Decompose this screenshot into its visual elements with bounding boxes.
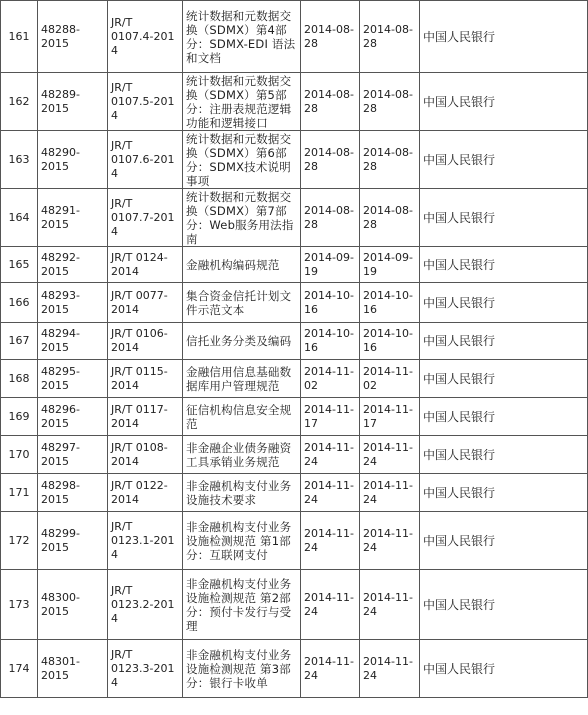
registration-number: 48294- 2015 <box>38 323 108 360</box>
standard-title: 非金融机构支付业务设施检测规范 第1部分：互联网支付 <box>183 512 301 570</box>
publish-date: 2014-08- 28 <box>301 1 360 73</box>
registration-number: 48297- 2015 <box>38 436 108 474</box>
standard-code: JR/T 0077- 2014 <box>108 283 183 323</box>
implementation-date: 2014-11- 17 <box>360 398 420 436</box>
row-number: 164 <box>1 189 38 247</box>
registration-number: 48293- 2015 <box>38 283 108 323</box>
publish-date: 2014-10- 16 <box>301 323 360 360</box>
standard-code: JR/T 0107.4-2014 <box>108 1 183 73</box>
standard-code: JR/T 0108- 2014 <box>108 436 183 474</box>
issuing-department: 中国人民银行 <box>420 512 588 570</box>
publish-date: 2014-11- 24 <box>301 640 360 698</box>
standard-code: JR/T 0123.2-2014 <box>108 570 183 640</box>
issuing-department: 中国人民银行 <box>420 323 588 360</box>
row-number: 166 <box>1 283 38 323</box>
implementation-date: 2014-11- 24 <box>360 512 420 570</box>
row-number: 161 <box>1 1 38 73</box>
standard-code: JR/T 0117- 2014 <box>108 398 183 436</box>
table-row <box>1 247 588 283</box>
standard-title: 非金融机构支付业务设施技术要求 <box>183 474 301 512</box>
table-row <box>1 570 588 640</box>
standard-code: JR/T 0123.3-2014 <box>108 640 183 698</box>
standard-code: JR/T 0124- 2014 <box>108 247 183 283</box>
standard-title: 非金融机构支付业务设施检测规范 第3部分：银行卡收单 <box>183 640 301 698</box>
registration-number: 48292- 2015 <box>38 247 108 283</box>
table-row <box>1 474 588 512</box>
implementation-date: 2014-11- 24 <box>360 474 420 512</box>
standard-title: 征信机构信息安全规范 <box>183 398 301 436</box>
standard-code: JR/T 0122- 2014 <box>108 474 183 512</box>
standard-code: JR/T 0107.5-2014 <box>108 73 183 131</box>
standard-title: 统计数据和元数据交换（SDMX）第5部分：注册表规范逻辑功能和逻辑接口 <box>183 73 301 131</box>
publish-date: 2014-10- 16 <box>301 283 360 323</box>
implementation-date: 2014-11- 02 <box>360 360 420 398</box>
publish-date: 2014-11- 24 <box>301 512 360 570</box>
implementation-date: 2014-10- 16 <box>360 283 420 323</box>
issuing-department: 中国人民银行 <box>420 131 588 189</box>
standard-title: 金融信用信息基础数据库用户管理规范 <box>183 360 301 398</box>
implementation-date: 2014-11- 24 <box>360 436 420 474</box>
publish-date: 2014-09- 19 <box>301 247 360 283</box>
standard-title: 金融机构编码规范 <box>183 247 301 283</box>
registration-number: 48291- 2015 <box>38 189 108 247</box>
standard-title: 集合资金信托计划文件示范文本 <box>183 283 301 323</box>
implementation-date: 2014-11- 24 <box>360 570 420 640</box>
implementation-date: 2014-08- 28 <box>360 131 420 189</box>
table-row <box>1 360 588 398</box>
row-number: 163 <box>1 131 38 189</box>
registration-number: 48301- 2015 <box>38 640 108 698</box>
table-row <box>1 640 588 698</box>
table-row <box>1 436 588 474</box>
implementation-date: 2014-08- 28 <box>360 189 420 247</box>
issuing-department: 中国人民银行 <box>420 474 588 512</box>
row-number: 167 <box>1 323 38 360</box>
standard-code: JR/T 0107.6-2014 <box>108 131 183 189</box>
standard-title: 统计数据和元数据交换（SDMX）第7部分：Web服务用法指南 <box>183 189 301 247</box>
issuing-department: 中国人民银行 <box>420 640 588 698</box>
standard-title: 非金融企业债务融资工具承销业务规范 <box>183 436 301 474</box>
implementation-date: 2014-09- 19 <box>360 247 420 283</box>
issuing-department: 中国人民银行 <box>420 1 588 73</box>
row-number: 162 <box>1 73 38 131</box>
issuing-department: 中国人民银行 <box>420 283 588 323</box>
registration-number: 48296- 2015 <box>38 398 108 436</box>
publish-date: 2014-11- 02 <box>301 360 360 398</box>
row-number: 174 <box>1 640 38 698</box>
standards-table-body <box>1 1 588 698</box>
registration-number: 48299- 2015 <box>38 512 108 570</box>
standard-title: 统计数据和元数据交换（SDMX）第6部分：SDMX技术说明事项 <box>183 131 301 189</box>
table-row <box>1 323 588 360</box>
registration-number: 48289- 2015 <box>38 73 108 131</box>
implementation-date: 2014-08- 28 <box>360 1 420 73</box>
table-row <box>1 1 588 73</box>
issuing-department: 中国人民银行 <box>420 436 588 474</box>
table-row <box>1 189 588 247</box>
publish-date: 2014-11- 17 <box>301 398 360 436</box>
standard-code: JR/T 0115- 2014 <box>108 360 183 398</box>
issuing-department: 中国人民银行 <box>420 360 588 398</box>
standard-code: JR/T 0123.1-2014 <box>108 512 183 570</box>
table-row <box>1 73 588 131</box>
standard-title: 信托业务分类及编码 <box>183 323 301 360</box>
standard-code: JR/T 0106- 2014 <box>108 323 183 360</box>
registration-number: 48288- 2015 <box>38 1 108 73</box>
implementation-date: 2014-08- 28 <box>360 73 420 131</box>
table-row <box>1 512 588 570</box>
registration-number: 48298- 2015 <box>38 474 108 512</box>
issuing-department: 中国人民银行 <box>420 247 588 283</box>
publish-date: 2014-11- 24 <box>301 436 360 474</box>
publish-date: 2014-11- 24 <box>301 474 360 512</box>
standard-title: 统计数据和元数据交换（SDMX）第4部分：SDMX-EDI 语法和文档 <box>183 1 301 73</box>
standard-title: 非金融机构支付业务设施检测规范 第2部分：预付卡发行与受理 <box>183 570 301 640</box>
row-number: 170 <box>1 436 38 474</box>
issuing-department: 中国人民银行 <box>420 570 588 640</box>
row-number: 171 <box>1 474 38 512</box>
registration-number: 48300- 2015 <box>38 570 108 640</box>
implementation-date: 2014-10- 16 <box>360 323 420 360</box>
publish-date: 2014-08- 28 <box>301 73 360 131</box>
table-row <box>1 131 588 189</box>
publish-date: 2014-08- 28 <box>301 131 360 189</box>
row-number: 173 <box>1 570 38 640</box>
row-number: 169 <box>1 398 38 436</box>
publish-date: 2014-08- 28 <box>301 189 360 247</box>
standard-code: JR/T 0107.7-2014 <box>108 189 183 247</box>
table-row <box>1 398 588 436</box>
registration-number: 48290- 2015 <box>38 131 108 189</box>
issuing-department: 中国人民银行 <box>420 189 588 247</box>
row-number: 168 <box>1 360 38 398</box>
registration-number: 48295- 2015 <box>38 360 108 398</box>
table-row <box>1 283 588 323</box>
row-number: 165 <box>1 247 38 283</box>
row-number: 172 <box>1 512 38 570</box>
implementation-date: 2014-11- 24 <box>360 640 420 698</box>
issuing-department: 中国人民银行 <box>420 398 588 436</box>
issuing-department: 中国人民银行 <box>420 73 588 131</box>
publish-date: 2014-11- 24 <box>301 570 360 640</box>
